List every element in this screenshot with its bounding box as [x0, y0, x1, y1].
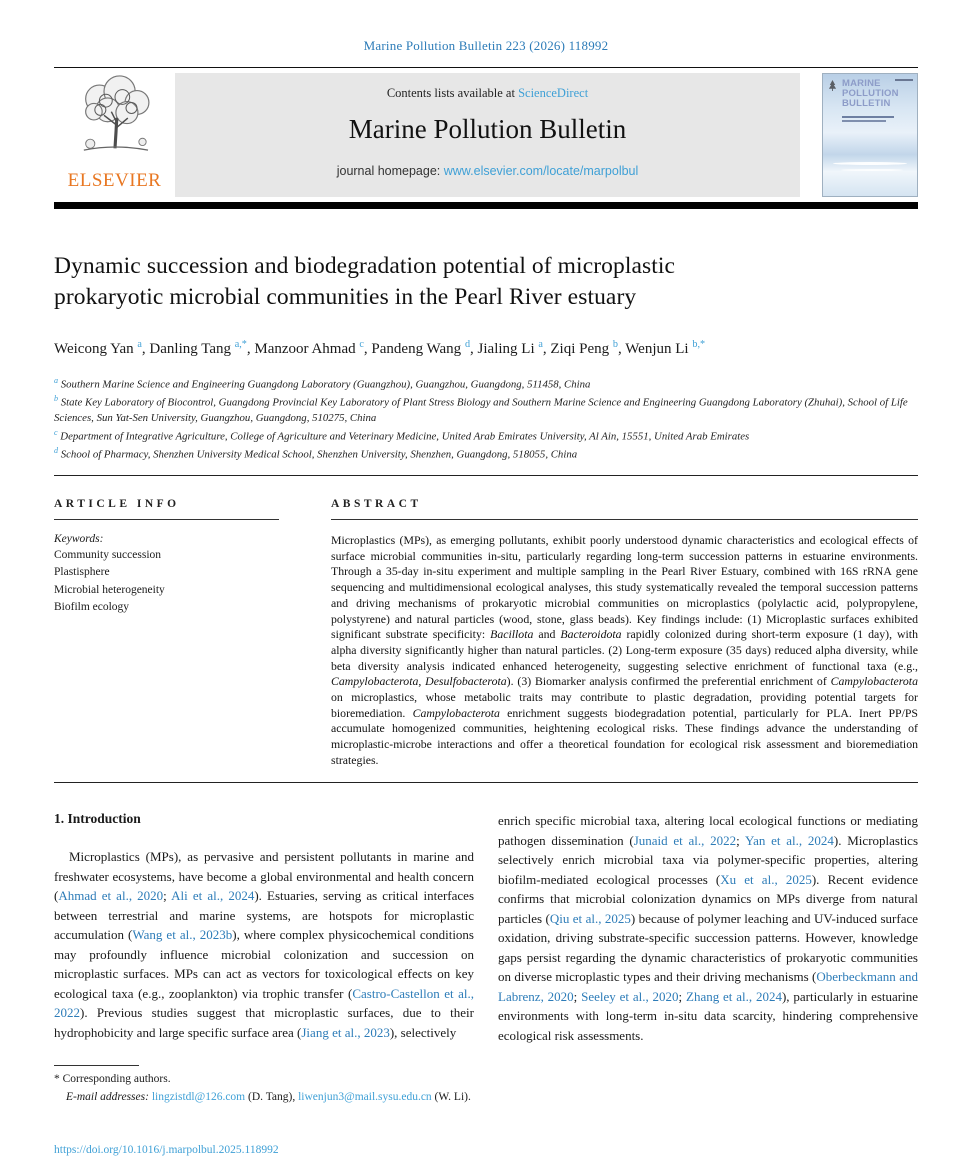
keywords-list [54, 547, 279, 616]
body-column-left [54, 811, 474, 1045]
header-top-divider [54, 67, 918, 68]
body-columns [54, 811, 918, 1045]
homepage-link[interactable]: www.elsevier.com/locate/marpolbul [443, 164, 639, 178]
citation-oberbeckmann-labrenz-2020[interactable]: Oberbeckmann and Labrenz, 2020 [498, 969, 918, 1004]
journal-banner [175, 73, 800, 197]
citation-qiu-2025[interactable]: Qiu et al., 2025 [549, 910, 631, 926]
text-link[interactable]: a [54, 375, 59, 385]
introduction-paragraph-right: enrich specific microbial taxa, altering local ecological functions or mediating pathogen dissemination (Junaid et al., 2022; Yan et al., 2024). Microplastics selectively enrich microbial taxa via polymer-specific properties, altering biofilm-mediated ecological processes (Xu et al., 2025). Recent evidence confirms that microbial colonization dynamics on MPs diverge from natural particles (Qiu et al., 2025) because of polymer leaching and UV-induced surface oxidation, driving substrate-specific succession patterns. However, knowledge gaps persist regarding the dynamic characteristics of prokaryotic communities on diverse microplastic types and their driving mechanisms (Oberbeckmann and Labrenz, 2020; Seeley et al., 2020; Zhang et al., 2024), particularly in estuarine environments with long-term in-situ data scarcity, hindering comprehensive ecological risk assessments. [498, 813, 919, 1043]
text-link[interactable]: a [538, 339, 543, 351]
text-link[interactable]: a [137, 339, 142, 351]
abstract-rule [331, 519, 918, 520]
citation-jiang-2023[interactable]: Jiang et al., 2023 [301, 1024, 390, 1040]
header-bottom-bar [54, 202, 918, 209]
cover-title-line: BULLETIN [842, 97, 891, 109]
citation-ahmad-2020[interactable]: Ahmad et al., 2020 [58, 888, 164, 904]
author-list: Weicong Yan $^a$, Danling Tang $^{a,*}$, Manzoor Ahmad $^c$, Pandeng Wang $^d$, Jialing Li $^a$, Ziqi Peng $^b$, Wenjun Li $^{b,*}$ [54, 339, 706, 358]
homepage-line [175, 164, 800, 178]
doi-link[interactable]: https://doi.org/10.1016/j.marpolbul.2025.118992 [54, 1144, 279, 1156]
email-link-tang[interactable]: lingzistdl@126.com [151, 1091, 246, 1104]
keyword-item: Plastisphere [54, 566, 110, 579]
abstract-text: Microplastics (MPs), as emerging pollutants, exhibit poorly understood dynamic characteristics and ecological effects of surface microbial communities in-situ, particularly regarding long-term succession patterns in estuarine environments. Through a 35-day in-situ experiment and multiple sampling in the Pearl River Estuary, combined with 16S rRNA gene sequencing and multidimensional ecological analyses, this study systematically revealed the temporal succession patterns and driving mechanisms of prokaryotic microbial communities on microplastics (polylactic acid, polypropylene, polystyrene) and natural particles (wood, stone, glass beads). Key findings include: (1) Microplastic surfaces exhibited significant substrate specificity: Bacillota and Bacteroidota rapidly colonized during short-term exposure (1 day), with alpha diversity significantly higher than natural particles. (2) Long-term exposure (35 days) reduced alpha diversity, while beta diversity analysis indicated enhanced heterogeneity, suggesting selective enrichment of functional taxa (e.g., Campylobacterota, Desulfobacterota). (3) Biomarker analysis confirmed the preferential enrichment of Campylobacterota on microplastics, whose metabolic traits may contribute to plastic degradation, providing potential targets for bioremediation. Campylobacterota enrichment suggests biodegradation potential, particularly for PLA. Inert PP/PS accumulate homogenized communities, heightening ecological risks. These findings advance the understanding of microplastic-microbe interactions and offer a theoretical foundation for ecological risk assessment and bioremediation strategies. [331, 533, 918, 767]
footnote-block [54, 1065, 918, 1107]
cover-sea-highlight [833, 162, 907, 165]
text-link[interactable]: a,* [234, 339, 247, 351]
text-link[interactable]: b,* [692, 339, 706, 351]
corresponding-authors-note: * Corresponding authors. [54, 1073, 171, 1086]
journal-reference[interactable]: Marine Pollution Bulletin 223 (2026) 118992 [363, 38, 609, 53]
introduction-heading: 1. Introduction [54, 811, 141, 827]
affiliation-a: $^a$ Southern Marine Science and Engineering Guangdong Laboratory (Guangzhou), Guangzhou, Guangdong, 511458, China [54, 375, 591, 391]
section-divider [54, 475, 918, 476]
citation-castro-castellon-2022[interactable]: Castro-Castellon et al., 2022 [54, 985, 474, 1021]
journal-cover-thumbnail[interactable] [822, 73, 918, 197]
journal-title: Marine Pollution Bulletin [348, 114, 627, 144]
article-info-rule [54, 519, 279, 520]
citation-wang-2023b[interactable]: Wang et al., 2023b [132, 927, 233, 943]
email-link-li[interactable]: liwenjun3@mail.sysu.edu.cn [298, 1091, 432, 1104]
citation-junaid-2022[interactable]: Junaid et al., 2022 [633, 832, 737, 848]
text-link[interactable]: c [54, 427, 58, 437]
affiliations [54, 375, 918, 464]
footnote-rule [54, 1065, 139, 1066]
body-column-right [498, 811, 918, 1045]
journal-header [54, 73, 918, 197]
cover-title-line: POLLUTION [842, 87, 899, 99]
abstract-bottom-divider [54, 782, 918, 783]
cover-title [842, 79, 899, 109]
keyword-item: Microbial heterogeneity [54, 583, 165, 596]
introduction-paragraph-left: Microplastics (MPs), as pervasive and persistent pollutants in marine and freshwater ecosystems, have become a global environmental and health concern (Ahmad et al., 2020; Ali et al., 2024). Estuaries, serving as critical interfaces between terrestrial and marine systems, are hotspots for microplastic accumulation (Wang et al., 2023b), where complex physicochemical conditions may profoundly influence microbial colonization and succession on microplastic surfaces. MPs can act as vectors for toxicological effects on key ecological taxa (e.g., zooplankton) via trophic transfer (Castro-Castellon et al., 2022). Previous studies suggest that microplastic surfaces, due to their hydrophobicity and large specific surface area (Jiang et al., 2023), selectively [54, 849, 474, 1040]
text-link[interactable]: b [54, 393, 59, 403]
keyword-item: Community succession [54, 549, 162, 562]
article-info-heading: ARTICLE INFO [54, 498, 180, 511]
cover-subtitle-line [842, 116, 894, 118]
info-abstract-row [54, 498, 918, 768]
cover-subtitle-line [842, 120, 886, 122]
elsevier-logo[interactable] [54, 73, 175, 197]
abstract-heading: ABSTRACT [331, 498, 422, 511]
text-link[interactable]: b [612, 339, 618, 351]
contents-line [175, 86, 800, 101]
text-link[interactable]: c [359, 339, 364, 351]
affiliation-b: $^b$ State Key Laboratory of Biocontrol, Guangdong Provincial Key Laboratory of Plant Stress Biology and Southern Marine Science and Engineering Guangdong Laboratory (Zhuhai), School of Life Sciences, Sun Yat-Sen University, Guangzhou, Guangdong, 510275, China [54, 393, 908, 424]
citation-seeley-2020[interactable]: Seeley et al., 2020 [581, 988, 679, 1004]
elsevier-wordmark: ELSEVIER [67, 170, 162, 191]
keyword-item: Biofilm ecology [54, 600, 130, 613]
elsevier-tree-icon [69, 75, 161, 168]
text-link[interactable]: d [54, 445, 59, 455]
citation-zhang-2024[interactable]: Zhang et al., 2024 [686, 988, 782, 1004]
text-link[interactable]: d [464, 339, 471, 351]
cover-title-line: MARINE [842, 78, 881, 89]
affiliation-d: $^d$ School of Pharmacy, Shenzhen University Medical School, Shenzhen University, Shenzhen, Guangdong, 518055, China [54, 445, 578, 461]
sciencedirect-link[interactable]: ScienceDirect [518, 86, 589, 100]
abstract-column [331, 498, 918, 768]
affiliation-c: $^c$ Department of Integrative Agriculture, College of Agriculture and Veterinary Medicine, United Arab Emirates University, Al Ain, 15551, United Arab Emirates [54, 427, 750, 443]
keywords-label: Keywords: [54, 533, 104, 546]
homepage-prefix: journal homepage: [336, 164, 444, 178]
citation-ali-2024[interactable]: Ali et al., 2024 [171, 888, 255, 904]
article-info-column [54, 498, 279, 768]
cover-elsevier-mark-icon [828, 80, 837, 91]
article-title: Dynamic succession and biodegradation potential of microplastic prokaryotic microbial communities in the Pearl River estuary [54, 253, 676, 311]
email-addresses-line: E-mail addresses: lingzistdl@126.com (D. Tang), liwenjun3@mail.sysu.edu.cn (W. Li). [66, 1091, 471, 1104]
cover-sea-highlight [841, 169, 903, 171]
contents-prefix: Contents lists available at [386, 86, 519, 100]
citation-yan-2024[interactable]: Yan et al., 2024 [745, 832, 834, 848]
citation-xu-2025[interactable]: Xu et al., 2025 [720, 871, 812, 887]
